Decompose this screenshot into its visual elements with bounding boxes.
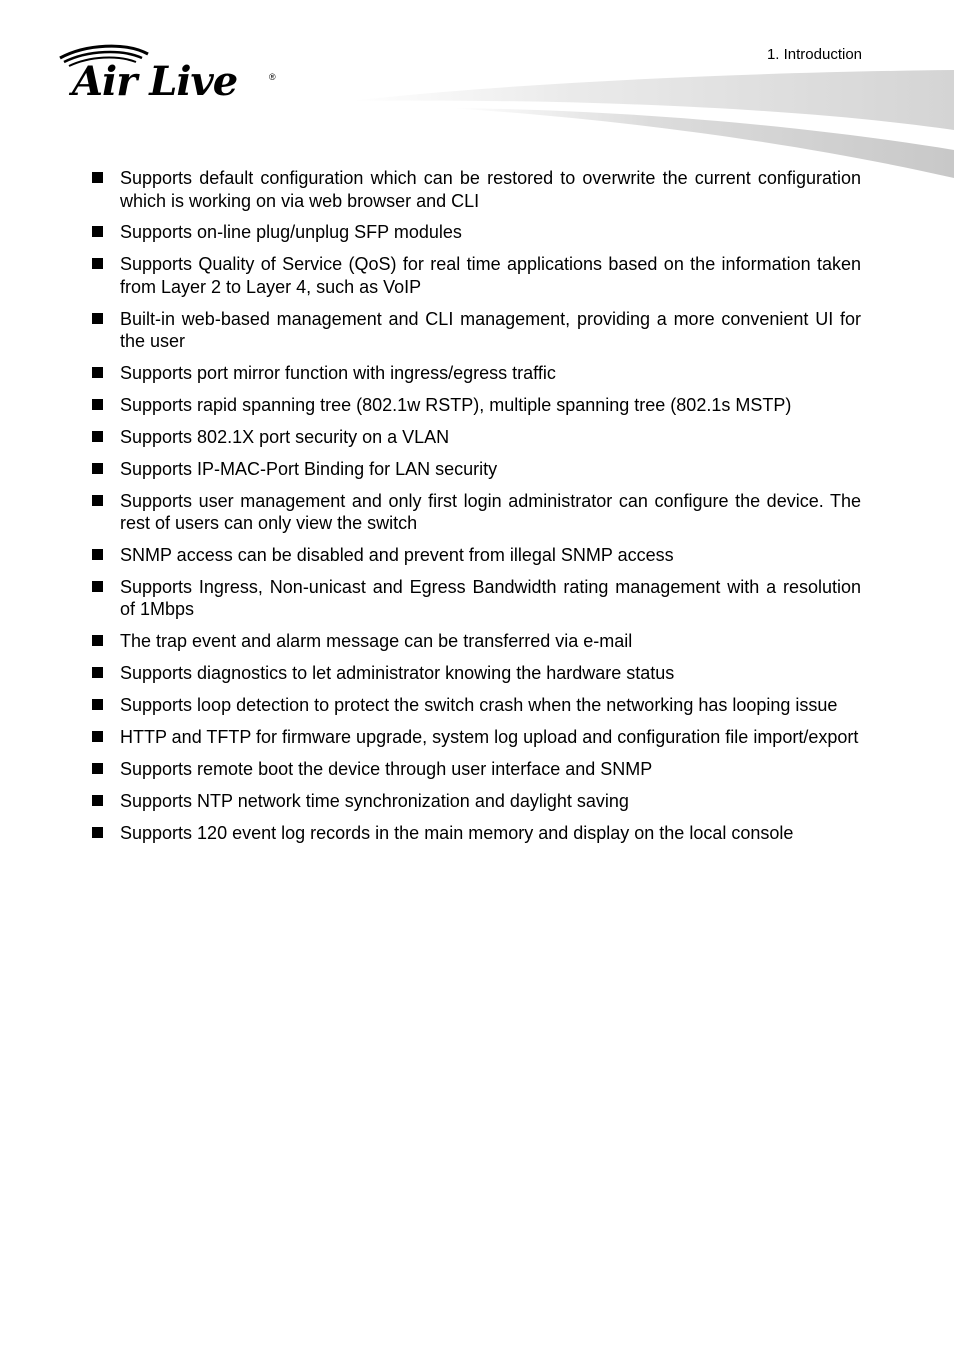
list-item-text: Supports 120 event log records in the main memory and display on the local console	[120, 822, 794, 843]
list-item-text: Built-in web-based management and CLI management, providing a more convenient UI for the user	[120, 308, 861, 352]
square-bullet-icon	[92, 313, 103, 324]
list-item-text: Supports loop detection to protect the switch crash when the networking has looping issue	[120, 695, 838, 716]
list-item	[92, 167, 861, 212]
list-item	[92, 490, 861, 535]
square-bullet-icon	[92, 795, 103, 806]
square-bullet-icon	[92, 827, 103, 838]
list-item	[92, 822, 861, 845]
square-bullet-icon	[92, 431, 103, 442]
logo-wordmark: Air Live	[72, 58, 238, 105]
airlive-logo	[56, 42, 286, 108]
square-bullet-icon	[92, 581, 103, 592]
list-item-text: Supports on-line plug/unplug SFP modules	[120, 222, 462, 243]
list-item-text: Supports remote boot the device through user interface and SNMP	[120, 758, 653, 779]
list-item	[92, 458, 861, 481]
list-item	[92, 308, 861, 353]
list-item	[92, 253, 861, 298]
list-item-text: Supports 802.1X port security on a VLAN	[120, 426, 450, 447]
square-bullet-icon	[92, 549, 103, 560]
square-bullet-icon	[92, 399, 103, 410]
square-bullet-icon	[92, 367, 103, 378]
square-bullet-icon	[92, 667, 103, 678]
list-item	[92, 662, 861, 685]
list-item-text: Supports rapid spanning tree (802.1w RSTP), multiple spanning tree (802.1s MSTP)	[120, 394, 792, 415]
list-item-text: Supports default configuration which can be restored to overwrite the current configuration which is working on via web browser and CLI	[120, 168, 861, 211]
list-item	[92, 758, 861, 781]
list-item-text: Supports user management and only first login administrator can configure the device. The rest of users can only view the switch	[120, 490, 861, 534]
list-item	[92, 790, 861, 813]
square-bullet-icon	[92, 635, 103, 646]
list-item	[92, 694, 861, 717]
list-item	[92, 576, 861, 621]
list-item-text: Supports port mirror function with ingress/egress traffic	[120, 363, 556, 384]
square-bullet-icon	[92, 699, 103, 710]
list-item	[92, 426, 861, 449]
square-bullet-icon	[92, 495, 103, 506]
list-item	[92, 362, 861, 385]
list-item-text: Supports Quality of Service (QoS) for real time applications based on the information taken from Layer 2 to Layer 4, such as VoIP	[120, 254, 861, 297]
list-item-text: Supports IP-MAC-Port Binding for LAN security	[120, 458, 498, 479]
list-item-text: The trap event and alarm message can be transferred via e-mail	[120, 631, 633, 652]
list-item	[92, 394, 861, 417]
registered-mark: ®	[269, 72, 276, 82]
square-bullet-icon	[92, 731, 103, 742]
list-item-text: HTTP and TFTP for firmware upgrade, system log upload and configuration file import/export	[120, 726, 859, 747]
list-item-text: SNMP access can be disabled and prevent from illegal SNMP access	[120, 545, 674, 566]
list-item-text: Supports NTP network time synchronization and daylight saving	[120, 790, 629, 811]
list-item	[92, 221, 861, 244]
list-item	[92, 630, 861, 653]
square-bullet-icon	[92, 258, 103, 269]
list-item	[92, 544, 861, 567]
square-bullet-icon	[92, 226, 103, 237]
square-bullet-icon	[92, 763, 103, 774]
list-item	[92, 726, 861, 749]
list-item-text: Supports Ingress, Non-unicast and Egress Bandwidth rating management with a resolution of 1Mbps	[120, 576, 861, 620]
list-item-text: Supports diagnostics to let administrator knowing the hardware status	[120, 663, 675, 684]
square-bullet-icon	[92, 172, 103, 183]
feature-list	[92, 167, 861, 854]
section-label: 1. Introduction	[766, 46, 862, 63]
square-bullet-icon	[92, 463, 103, 474]
